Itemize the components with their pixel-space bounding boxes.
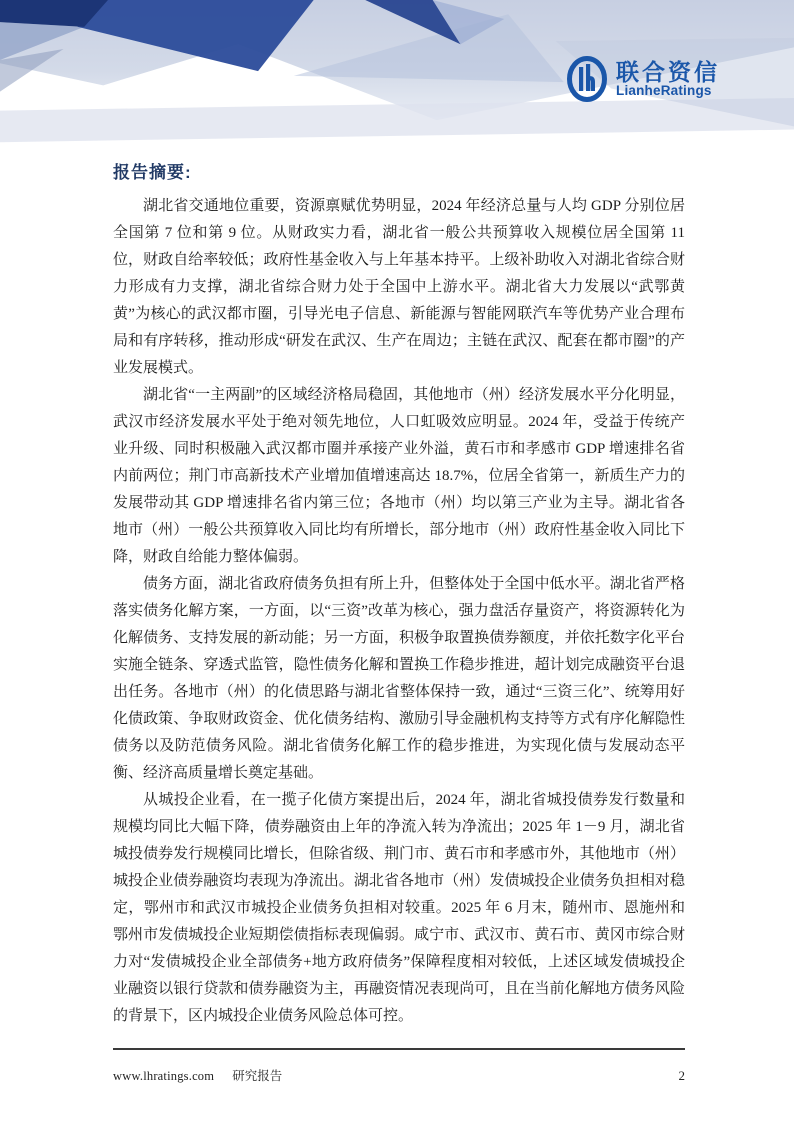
report-body	[113, 158, 685, 1030]
footer-row	[113, 1066, 685, 1084]
page-number: 2	[678, 1068, 685, 1083]
header-banner	[0, 0, 794, 158]
footer-website: www.lhratings.com	[113, 1069, 215, 1083]
summary-paragraph-2: 湖北省“一主两副”的区域经济格局稳固，其他地市（州）经济发展水平分化明显，武汉市经济发展水平处于绝对领先地位，人口虹吸效应明显。2024 年，受益于传统产业升级、同时积极融入武汉都市圈并承接产业外溢，黄石市和孝感市 GDP 增速排名省内前两位；荆门市高新技术产业增加值增速高达 18.7%，位居全省第一，新质生产力的发展带动其 GDP 增速排名省内第三位；各地市（州）均以第三产业为主导。湖北省各地市（州）一般公共预算收入同比均有所增长，部分地市（州）政府性基金收入同比下降，财政自给能力整体偏弱。	[113, 387, 685, 565]
logo-name-cn: 联合资信	[616, 58, 720, 85]
footer-doc-type: 研究报告	[232, 1069, 283, 1083]
summary-paragraph-1: 湖北省交通地位重要，资源禀赋优势明显，2024 年经济总量与人均 GDP 分别位居全国第 7 位和第 9 位。从财政实力看，湖北省一般公共预算收入规模位居全国第 11 位，财政自给率较低；政府性基金收入与上年基本持平。上级补助收入对湖北省综合财力形成有力支撑，湖北省综合财力处于全国中上游水平。湖北省大力发展以“武鄂黄黄”为核心的武汉都市圈，引导光电子信息、新能源与智能网联汽车等优势产业合理布局和有序转移，推动形成“研发在武汉、生产在周边；主链在武汉、配套在都市圈”的产业发展模式。	[113, 198, 685, 376]
summary-paragraph-4: 从城投企业看，在一揽子化债方案提出后，2024 年，湖北省城投债券发行数量和规模均同比大幅下降，债券融资由上年的净流入转为净流出；2025 年 1－9 月，湖北省城投债券发行规模同比增长，但除省级、荆门市、黄石市和孝感市外，其他地市（州）城投企业债券融资均表现为净流出。湖北省各地市（州）发债城投企业债务负担相对稳定，鄂州市和武汉市城投企业债务负担相对较重。2025 年 6 月末，随州市、恩施州和鄂州市发债城投企业短期偿债指标表现偏弱。咸宁市、武汉市、黄石市、黄冈市综合财力对“发债城投企业全部债务+地方政府债务”保障程度相对较低，上述区域发债城投企业融资以银行贷款和债券融资为主，再融资情况表现尚可，且在当前化解地方债务风险的背景下，区内城投企业债务风险总体可控。	[113, 792, 685, 1024]
footer-divider	[113, 1048, 685, 1050]
summary-paragraph-3: 债务方面，湖北省政府债务负担有所上升，但整体处于全国中低水平。湖北省严格落实债务化解方案，一方面，以“三资”改革为核心，强力盘活存量资产，将资源转化为化解债务、支持发展的新动能；另一方面，积极争取置换债券额度，并依托数字化平台实施全链条、穿透式监管，隐性债务化解和置换工作稳步推进，超计划完成融资平台退出任务。各地市（州）的化债思路与湖北省整体保持一致，通过“三资三化”、统筹用好化债政策、争取财政资金、优化债务结构、激励引导金融机构支持等方式有序化解隐性债务以及防范债务风险。湖北省债务化解工作的稳步推进，为实现化债与发展动态平衡、经济高质量增长奠定基础。	[113, 576, 685, 781]
logo-name-en: LianheRatings	[616, 82, 712, 98]
page-footer	[113, 1048, 685, 1084]
brand-logo	[566, 56, 720, 102]
lianhe-logo-icon	[566, 56, 608, 102]
summary-heading: 报告摘要:	[113, 163, 192, 182]
logo-text	[616, 60, 720, 99]
